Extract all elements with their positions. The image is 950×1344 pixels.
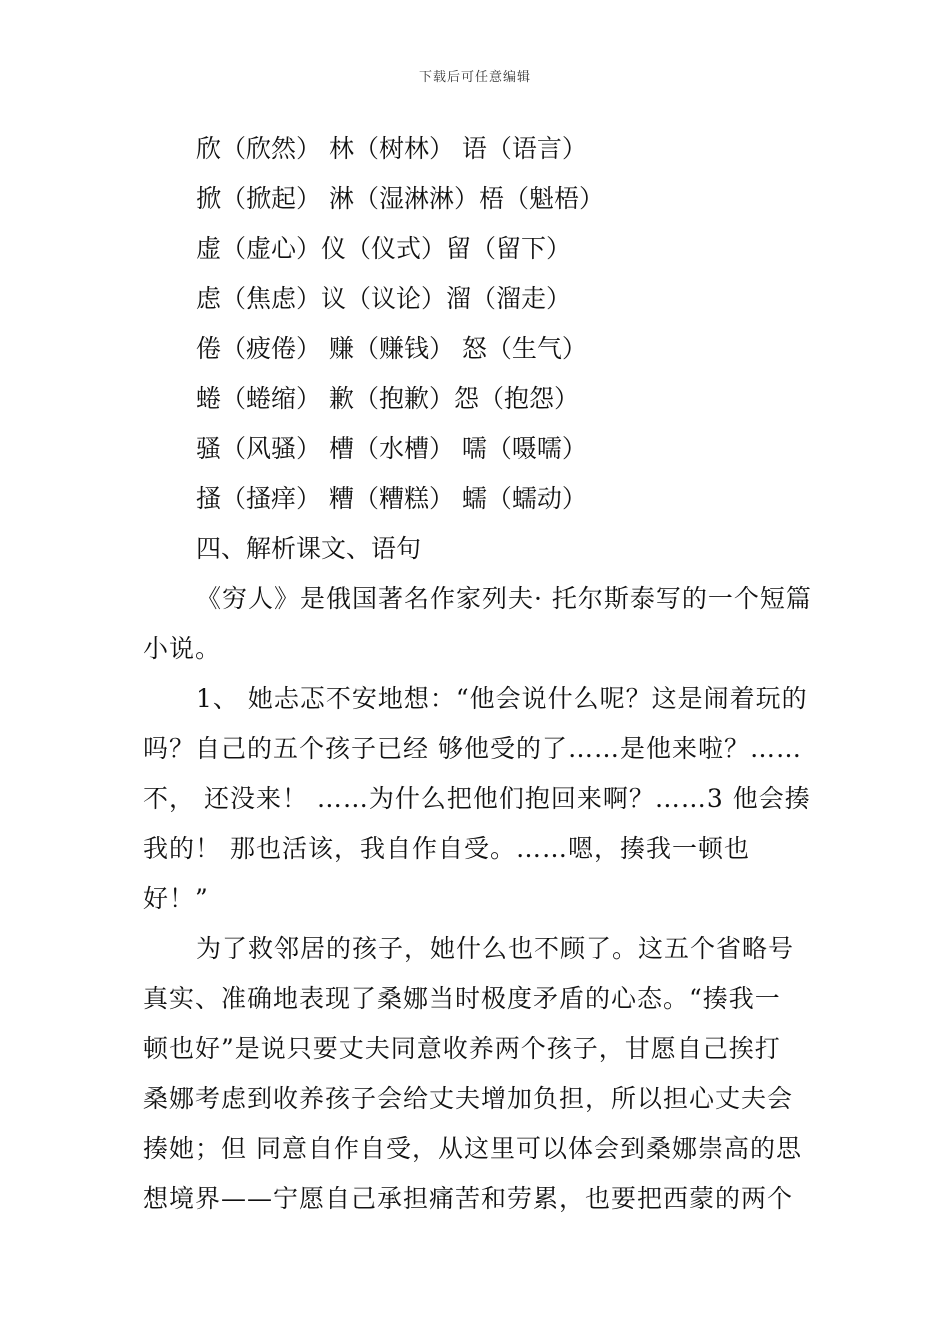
paragraph-line: 小说。 bbox=[143, 634, 222, 663]
word-list bbox=[143, 124, 808, 524]
word-line: 掀（掀起） 淋（湿淋淋）梧（魁梧） bbox=[196, 184, 604, 213]
paragraph-line: 揍她；但 同意自作自受，从这里可以体会到桑娜崇高的思 bbox=[143, 1134, 802, 1163]
word-line: 骚（风骚） 槽（水槽） 嚅（嗫嚅） bbox=[196, 434, 587, 463]
paragraph-line: 为了救邻居的孩子，她什么也不顾了。这五个省略号 bbox=[196, 934, 795, 963]
paragraph-line: 真实、准确地表现了桑娜当时极度矛盾的心态。“揍我一 bbox=[143, 984, 781, 1013]
section-heading: 四、解析课文、语句 bbox=[196, 534, 422, 563]
analysis-paragraph bbox=[143, 924, 808, 1224]
paragraph-line: 想境界——宁愿自己承担痛苦和劳累，也要把西蒙的两个 bbox=[143, 1184, 794, 1213]
word-line: 欣（欣然） 林（树林） 语（语言） bbox=[196, 134, 587, 163]
paragraph-line: 《穷人》是俄国著名作家列夫· 托尔斯泰写的一个短篇 bbox=[196, 584, 812, 613]
document-body bbox=[143, 124, 812, 1224]
word-line: 搔（搔痒） 糟（糟糕） 蠕（蠕动） bbox=[196, 484, 587, 513]
word-line: 倦（疲倦） 赚（赚钱） 怒（生气） bbox=[196, 334, 587, 363]
paragraph-line: 桑娜考虑到收养孩子会给丈夫增加负担，所以担心丈夫会 bbox=[143, 1084, 794, 1113]
paragraph-line: 吗？自己的五个孩子已经 够他受的了……是他来啦？…… bbox=[143, 734, 802, 763]
paragraph-line: 好！” bbox=[143, 884, 209, 913]
page-header: 下载后可任意编辑 bbox=[418, 70, 531, 85]
paragraph-line: 1、 她忐忑不安地想：“他会说什么呢？这是闹着玩的 bbox=[196, 684, 808, 713]
word-line: 虚（虚心）仪（仪式）留（留下） bbox=[196, 234, 572, 263]
quote-paragraph bbox=[143, 674, 811, 924]
paragraph-line: 不， 还没来！ ……为什么把他们抱回来啊？……3 他会揍 bbox=[143, 784, 811, 813]
word-line: 蜷（蜷缩） 歉（抱歉）怨（抱怨） bbox=[196, 384, 579, 413]
paragraph-line: 顿也好”是说只要丈夫同意收养两个孩子，甘愿自己挨打 bbox=[143, 1034, 781, 1063]
paragraph-line: 我的！ 那也活该，我自作自受。……嗯，揍我一顿也 bbox=[143, 834, 750, 863]
word-line: 虑（焦虑）议（议论）溜（溜走） bbox=[196, 284, 572, 313]
intro-paragraph bbox=[143, 574, 812, 674]
